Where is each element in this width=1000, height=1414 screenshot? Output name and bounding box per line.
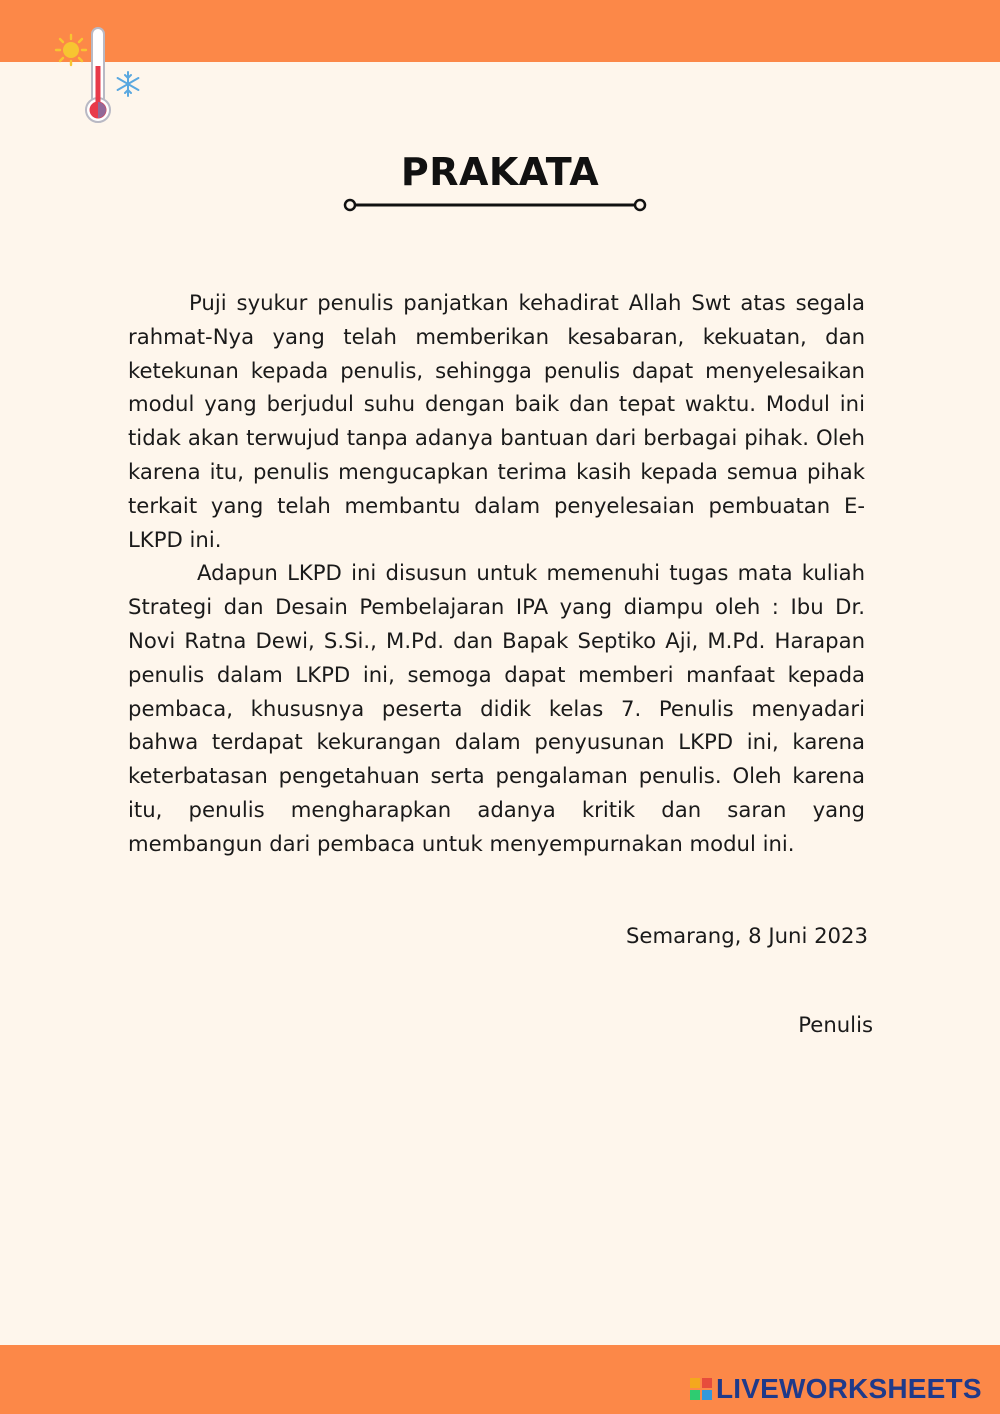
place-date: Semarang, 8 Juni 2023 — [625, 923, 868, 948]
page-title: PRAKATA — [400, 150, 600, 194]
title-underline-divider — [342, 196, 648, 214]
preface-body — [128, 286, 865, 861]
thermometer-icon — [86, 28, 110, 122]
liveworksheets-logo-icon — [690, 1378, 712, 1400]
watermark-text: LIVEWORKSHEETS — [716, 1373, 982, 1404]
preface-paragraph: Puji syukur penulis panjatkan kehadirat Allah Swt atas segala rahmat-Nya yang telah memberikan kesabaran, kekuatan, dan ketekunan kepada penulis, sehingga penulis dapat menyelesaikan modul yang berjudul suhu dengan baik dan tepat waktu. Modul ini tidak akan terwujud tanpa adanya bantuan dari berbagai pihak. Oleh karena itu, penulis mengucapkan terima kasih kepada semua pihak terkait yang telah membantu dalam penyelesaian pembuatan E-LKPD ini. — [128, 290, 865, 552]
author-signature: Penulis — [798, 1012, 873, 1037]
sun-icon — [56, 35, 86, 65]
preface-paragraph: Adapun LKPD ini disusun untuk memenuhi tugas mata kuliah Strategi dan Desain Pembelajaran IPA yang diampu oleh : Ibu Dr. Novi Ratna Dewi, S.Si., M.Pd. dan Bapak Septiko Aji, M.Pd. Harapan penulis dalam LKPD ini, semoga dapat memberi manfaat kepada pembaca, khususnya peserta didik kelas 7. Penulis menyadari bahwa terdapat kekurangan dalam penyusunan LKPD ini, karena keterbatasan pengetahuan serta pengalaman penulis. Oleh karena itu, penulis mengharapkan adanya kritik dan saran yang membangun dari pembaca untuk menyempurnakan modul ini. — [128, 560, 865, 856]
thermometer-sun-snowflake-icon — [52, 26, 152, 130]
liveworksheets-watermark — [690, 1372, 982, 1406]
snowflake-icon — [118, 72, 139, 96]
